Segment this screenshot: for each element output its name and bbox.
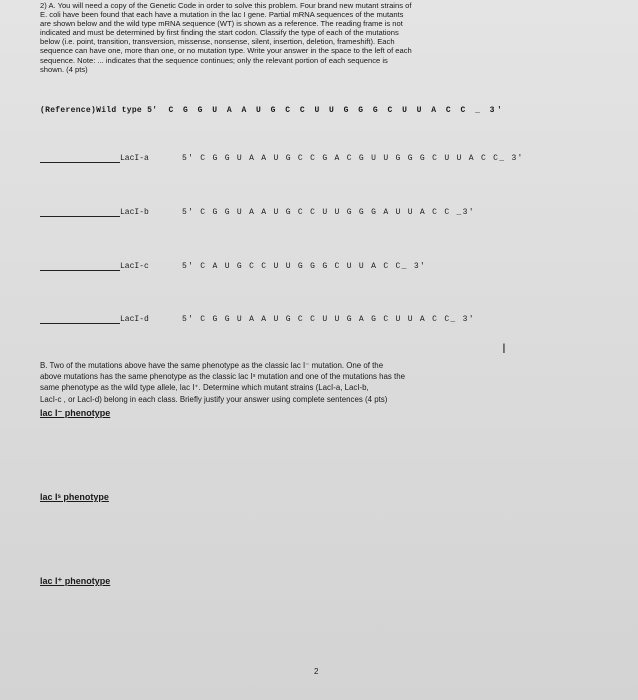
phenotype-plus-label: lac I⁺ phenotype — [40, 576, 111, 586]
question-a-text — [40, 1, 600, 74]
question-a-line: sequence can have one, more than one, or no mutation type. Write your answer in the space to the left of each — [40, 46, 412, 56]
phenotype-s-heading — [40, 492, 109, 502]
phenotype-s-label: lac Iˢ phenotype — [40, 492, 109, 502]
question-b-line: same phenotype as the wild type allele, lac I⁺. Determine which mutant strains (LacI-a, LacI-b, — [40, 383, 369, 393]
answer-blank-c[interactable] — [40, 270, 120, 271]
reference-bases: C G G U A A U G C C U U G G G C U U A C C _ 3' — [168, 106, 505, 115]
question-b-text — [40, 360, 600, 405]
question-b-line: LacI-c , or LacI-d) belong in each class. Briefly justify your answer using complete sentences (4 pts) — [40, 394, 388, 404]
question-b-line: above mutations has the same phenotype as the classic lac Iˢ mutation and one of the mutations has the — [40, 372, 405, 382]
page-number: 2 — [314, 667, 319, 676]
answer-blank-b[interactable] — [40, 216, 120, 217]
question-a-line: indicated and must be determined by first finding the start codon. Classify the type of each of the mutations — [40, 28, 399, 38]
mutant-row-d — [40, 313, 600, 327]
question-a-line: 2) A. You will need a copy of the Genetic Code in order to solve this problem. Four brand new mutant strains of — [40, 1, 412, 10]
question-b-line: B. Two of the mutations above have the same phenotype as the classic lac I⁻ mutation. One of the — [40, 361, 384, 370]
mutant-label-a: LacI-a — [120, 154, 149, 163]
question-a-line: below (i.e. point, transition, transversion, missense, nonsense, silent, insertion, deletion, frameshift). Each — [40, 37, 395, 47]
phenotype-plus-heading — [40, 576, 110, 587]
mutant-row-c — [40, 260, 600, 274]
answer-blank-a[interactable] — [40, 162, 120, 163]
mutant-row-a — [40, 152, 600, 166]
mutant-sequence-b: 5' C G G U A A U G C C U U G G G A U U A C C _3' — [182, 208, 475, 217]
mutant-sequence-c: 5' C A U G C C U U G G G C U U A C C_ 3' — [182, 262, 427, 271]
question-a-line: sequence. Note: ... indicates that the sequence continues; only the relevant portion of each sequence is — [40, 55, 388, 65]
phenotype-minus-heading — [40, 408, 110, 419]
reference-sequence — [40, 106, 504, 115]
mutant-label-c: LacI-c — [120, 262, 149, 271]
reference-label: (Reference)Wild type 5' — [40, 106, 158, 115]
mutant-label-d: LacI-d — [120, 315, 149, 324]
question-a-line: shown. (4 pts) — [40, 64, 88, 74]
mutant-sequence-d: 5' C G G U A A U G C C U U G A G C U U A C C_ 3' — [182, 315, 475, 324]
text-cursor-icon: I — [502, 340, 506, 356]
question-a-line: E. coli have been found that each have a mutation in the lac I gene. Partial mRNA sequences of the mutants — [40, 10, 404, 20]
mutant-label-b: LacI-b — [120, 208, 149, 217]
mutant-sequence-a: 5' C G G U A A U G C C G A C G U U G G G C U U A C C_ 3' — [182, 154, 524, 163]
mutant-row-b — [40, 206, 600, 220]
answer-blank-d[interactable] — [40, 323, 120, 324]
question-a-line: are shown below and the wild type mRNA sequence (WT) is shown as a reference. The reading frame is not — [40, 19, 403, 29]
phenotype-minus-label: lac I⁻ phenotype — [40, 408, 111, 418]
